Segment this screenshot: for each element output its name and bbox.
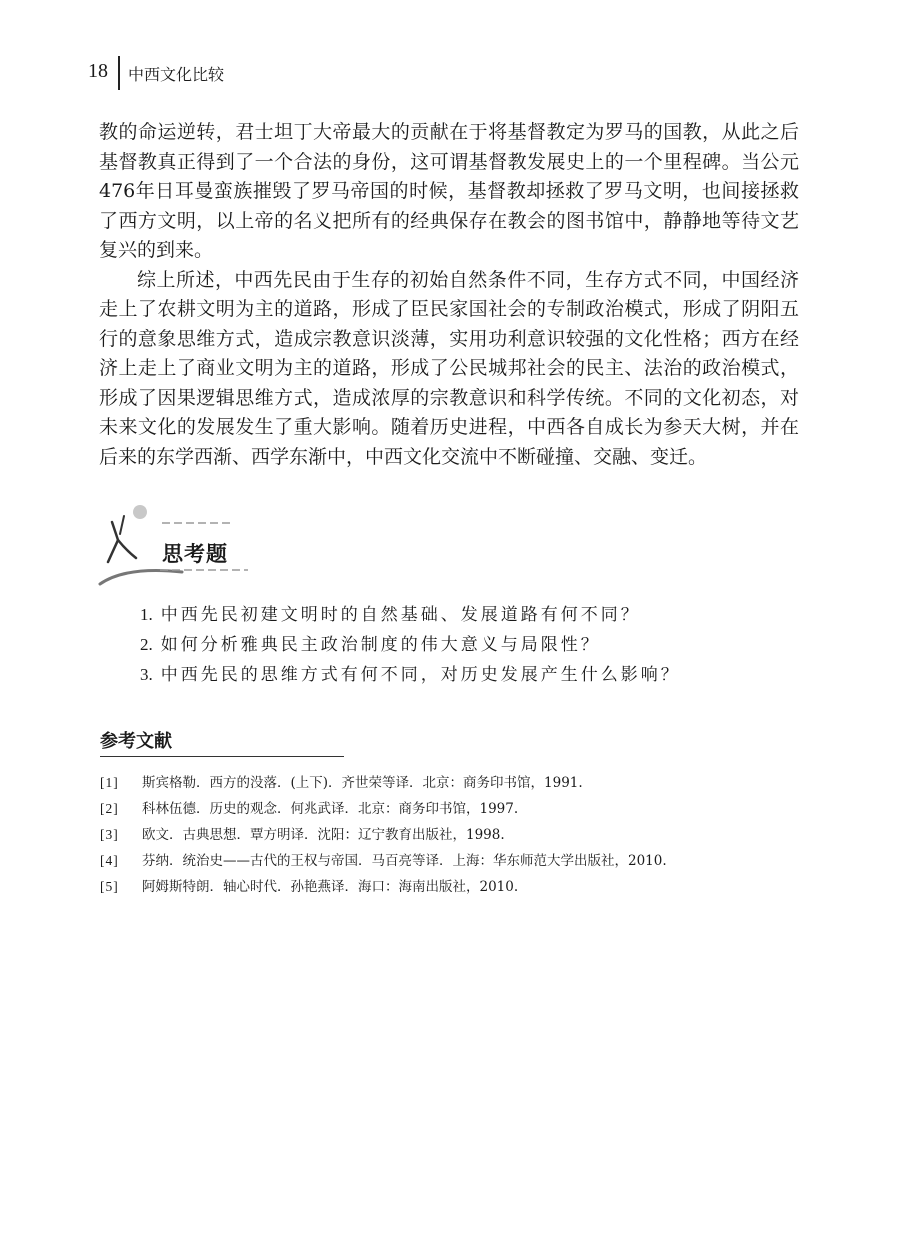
reference-text: 阿姆斯特朗．轴心时代．孙艳燕译．海口：海南出版社，2010. <box>142 879 519 895</box>
question-number: 1. <box>140 605 153 624</box>
reference-text: 科林伍德．历史的观念．何兆武译．北京：商务印书馆，1997. <box>142 801 519 817</box>
question-text: 中西先民初建文明时的自然基础、发展道路有何不同？ <box>160 605 641 625</box>
reference-item <box>100 874 800 900</box>
question-item <box>140 600 760 630</box>
question-item <box>140 630 760 660</box>
questions-title: 思考题 <box>162 542 228 566</box>
references-divider <box>100 756 344 757</box>
reference-number: [1] <box>100 775 119 790</box>
reference-text: 芬纳．统治史——古代的王权与帝国．马百亮等译．上海：华东师范大学出版社，2010. <box>142 853 667 869</box>
body-paragraph: 综上所述，中西先民由于生存的初始自然条件不同，生存方式不同，中国经济走上了农耕文明为主的道路，形成了臣民家国社会的专制政治模式，形成了阴阳五行的意象思维方式，造成宗教意识淡薄，实用功利意识较强的文化性格；西方在经济上走上了商业文明为主的道路，形成了公民城邦社会的民主、法治的政治模式，形成了因果逻辑思维方式，造成浓厚的宗教意识和科学传统。不同的文化初态，对未来文化的发展发生了重大影响。随着历史进程，中西各自成长为参天大树，并在后来的东学西渐、西学东渐中，中西文化交流中不断碰撞、交融、变迁。 <box>99 268 799 468</box>
reference-number: [5] <box>100 879 119 894</box>
reference-text: 欧文．古典思想．覃方明译．沈阳：辽宁教育出版社，1998. <box>142 827 505 843</box>
running-title: 中西文化比较 <box>128 65 225 84</box>
reference-number: [2] <box>100 801 119 816</box>
page-number: 18 <box>88 60 108 82</box>
question-text: 中西先民的思维方式有何不同，对历史发展产生什么影响？ <box>160 665 681 685</box>
references-title: 参考文献 <box>100 731 172 752</box>
reference-text: 斯宾格勒．西方的没落．(上下)．齐世荣等译．北京：商务印书馆，1991. <box>142 775 583 791</box>
question-text: 如何分析雅典民主政治制度的伟大意义与局限性？ <box>160 635 601 655</box>
header-divider <box>118 56 120 90</box>
reference-number: [3] <box>100 827 119 842</box>
reference-item <box>100 796 800 822</box>
reference-item <box>100 770 800 796</box>
references-list <box>100 770 800 900</box>
reference-number: [4] <box>100 853 119 868</box>
question-item <box>140 660 760 690</box>
reference-item <box>100 822 800 848</box>
body-paragraph: 教的命运逆转，君士坦丁大帝最大的贡献在于将基督教定为罗马的国教，从此之后基督教真正得到了一个合法的身份，这可谓基督教发展史上的一个里程碑。当公元476年日耳曼蛮族摧毁了罗马帝国的时候，基督教却拯救了罗马文明，也间接拯救了西方文明，以上帝的名义把所有的经典保存在教会的图书馆中，静静地等待文艺复兴的到来。 <box>99 121 799 261</box>
reference-item <box>100 848 800 874</box>
question-number: 2. <box>140 635 153 654</box>
questions-list <box>140 600 760 690</box>
question-number: 3. <box>140 665 153 684</box>
questions-heading <box>96 500 356 595</box>
body-text <box>99 118 799 472</box>
